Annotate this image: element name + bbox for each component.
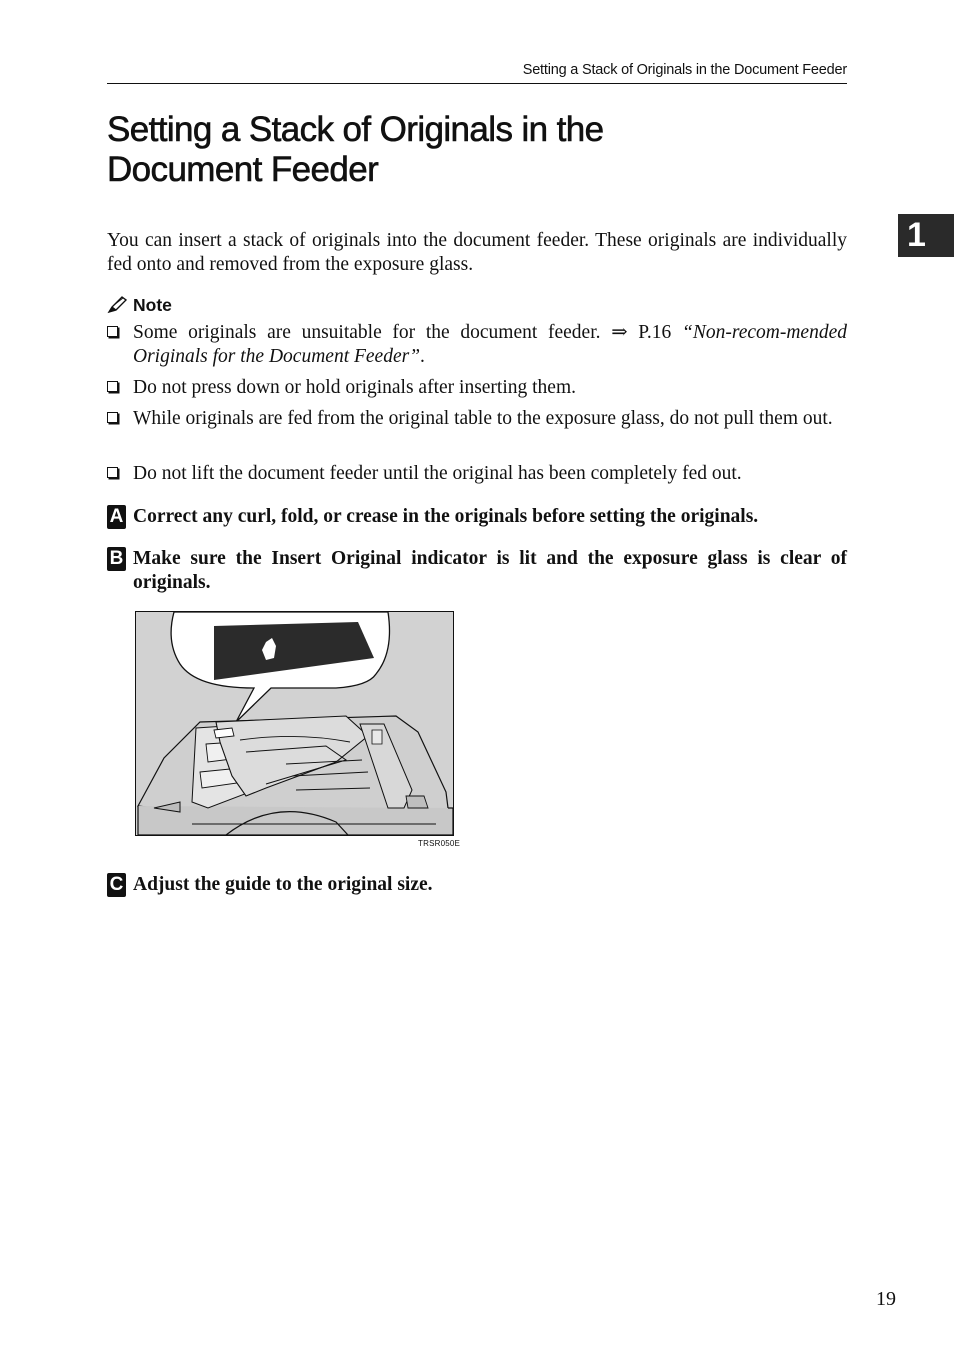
- pencil-note-icon: [107, 295, 129, 315]
- step-number-badge: B: [107, 547, 126, 571]
- note-item-text: While originals are fed from the original table to the exposure glass, do not pull them out.: [133, 408, 833, 429]
- chapter-number: 1: [907, 216, 926, 254]
- step-text: Correct any curl, fold, or crease in the originals before setting the originals.: [133, 506, 759, 527]
- note-heading: [107, 293, 172, 317]
- note-label: Note: [133, 294, 172, 315]
- note-item-text: Do not press down or hold originals after inserting them.: [133, 377, 577, 398]
- note-item-text: Do not lift the document feeder until the original has been completely fed out.: [133, 463, 742, 484]
- header-rule: [107, 83, 847, 84]
- page-title-line2: Document Feeder: [107, 150, 379, 189]
- note-item-text: [133, 321, 847, 369]
- step-3: [107, 873, 847, 897]
- page-number: 19: [876, 1288, 896, 1310]
- checkbox-bullet-icon: [107, 381, 118, 392]
- note-item: [107, 321, 847, 369]
- step-text: Adjust the guide to the original size.: [133, 874, 433, 895]
- note-item-tail: .: [420, 346, 425, 367]
- running-header: Setting a Stack of Originals in the Document Feeder: [522, 62, 847, 78]
- document-feeder-drawing: [136, 612, 453, 835]
- step-number-badge: A: [107, 505, 126, 529]
- checkbox-bullet-icon: [107, 412, 118, 423]
- note-item: [107, 376, 847, 400]
- step-1: [107, 505, 847, 529]
- step-2: [107, 547, 847, 595]
- note-item: [107, 407, 847, 431]
- checkbox-bullet-icon: [107, 467, 118, 478]
- note-item-body: Some originals are unsuitable for the document feeder. ⇒ P.16: [133, 322, 682, 343]
- document-feeder-illustration: [135, 611, 454, 836]
- step-text: Make sure the Insert Original indicator is lit and the exposure glass is clear of originals.: [133, 548, 847, 593]
- figure-code: TRSR050E: [418, 839, 461, 848]
- checkbox-bullet-icon: [107, 326, 118, 337]
- note-item: [107, 462, 847, 486]
- step-number-badge: C: [107, 873, 126, 897]
- cross-reference-link[interactable]: “Non-recom-mended Originals for the Document Feeder”: [133, 322, 847, 367]
- page-title-line1: Setting a Stack of Originals in the: [107, 110, 604, 149]
- page-title: [107, 110, 847, 190]
- intro-paragraph: You can insert a stack of originals into the document feeder. These originals are individually fed onto and removed from the exposure glass.: [107, 230, 847, 275]
